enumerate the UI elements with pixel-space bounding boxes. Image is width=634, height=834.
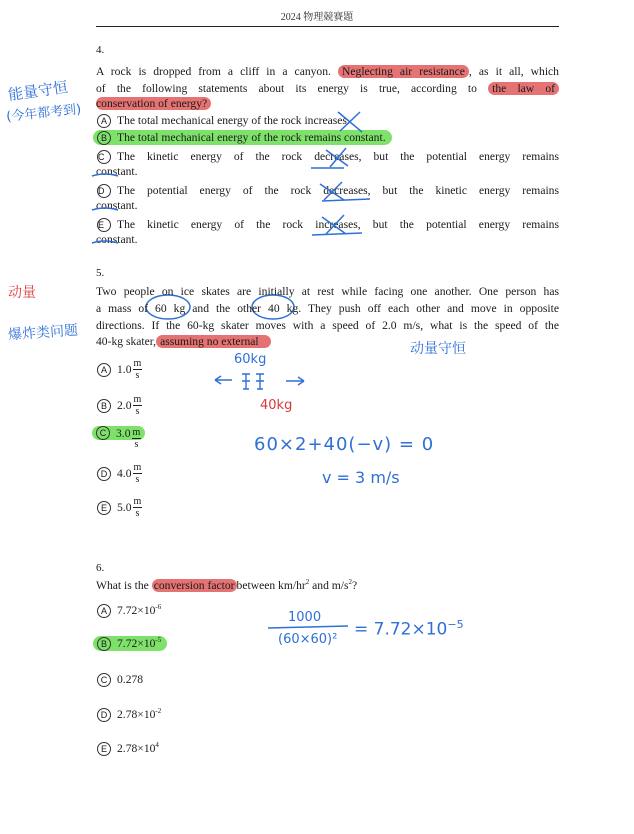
note-this-year: (今年都考到): [5, 102, 82, 125]
unit-m-per-s: [133, 394, 143, 417]
option-value: 1.0: [117, 363, 132, 376]
option-value: 5.0: [117, 501, 132, 514]
option-text: The kinetic energy of the rock decreases, but the potential energy remains: [117, 150, 559, 163]
unit-den: s: [134, 438, 139, 450]
q4-text: A rock is dropped from a cliff in a canyon.: [96, 65, 331, 78]
question-5-line-2: [96, 300, 559, 317]
highlight-neglecting-air-resistance: Neglecting air resistance: [338, 65, 469, 78]
option-exponent: -6: [155, 603, 162, 611]
option-letter-c: C: [97, 673, 111, 687]
option-text: The kinetic energy of the rock increases, but the potential energy remains: [117, 218, 559, 231]
option-letter-e: E: [97, 218, 111, 232]
note-momentum-equation: 60×2+40(−v) = 0: [254, 434, 435, 455]
note-velocity-result: v = 3 m/s: [322, 468, 400, 487]
highlight-conservation-of-energy: conservation of energy?: [96, 97, 211, 110]
note-energy-conservation: 能量守恒: [7, 77, 70, 105]
unit-num: m: [133, 394, 142, 405]
unit-m-per-s: [133, 358, 143, 381]
option-letter-a: A: [97, 363, 111, 377]
q5-option-c[interactable]: [92, 426, 145, 450]
q5-option-d[interactable]: [97, 462, 142, 485]
option-value: 7.72×10: [117, 636, 156, 650]
q5-text: and the other: [192, 302, 262, 315]
option-letter-b: B: [97, 131, 111, 145]
option-letter-c: C: [97, 150, 111, 164]
page-header-title: 2024 物理競賽題: [280, 12, 354, 23]
note-conversion-denominator: (60×60)²: [278, 632, 338, 647]
unit-den: s: [135, 406, 140, 417]
q4-option-d-cont: constant.: [96, 199, 138, 212]
note-conversion-result: [354, 618, 464, 640]
question-4-number: 4.: [96, 44, 105, 56]
cross-mark-icon: [92, 112, 370, 243]
option-exponent: -5: [155, 636, 162, 644]
option-text: The total mechanical energy of the rock remains constant.: [117, 131, 386, 144]
unit-den: s: [135, 508, 140, 519]
mass-40kg: 40 kg: [268, 302, 299, 315]
unit-num: m: [132, 426, 141, 438]
option-value: 7.72×10: [117, 603, 156, 617]
q5-text: a mass of: [96, 302, 149, 315]
q4-option-e-cont: constant.: [96, 233, 138, 246]
q5-option-b[interactable]: [97, 394, 142, 417]
q6-sup: 2: [305, 578, 310, 586]
unit-num: m: [133, 358, 142, 369]
q6-text: ?: [352, 578, 358, 592]
q5-text: . They push off each other and move in opposite: [298, 302, 559, 315]
option-text: The total mechanical energy of the rock increases.: [117, 114, 350, 127]
q5-text: 40-kg skater,: [96, 335, 157, 348]
question-6-text: [96, 578, 357, 592]
q6-sup: 2: [348, 578, 353, 586]
q6-text: and m/s: [312, 578, 349, 592]
note-mass-60kg: 60kg: [234, 352, 267, 367]
option-value: 2.78×10: [117, 707, 156, 721]
option-value: 4.0: [117, 467, 132, 480]
unit-m-per-s: [133, 462, 143, 485]
highlight-law-of: the law of: [488, 82, 559, 95]
unit-m-per-s: [132, 427, 142, 450]
q4-text: of the following statements about its energy is true, according to: [96, 82, 477, 95]
option-value: 2.0: [117, 399, 132, 412]
q4-option-c-cont: constant.: [96, 165, 138, 178]
option-letter-d: D: [97, 708, 111, 722]
conv-result-exp: −5: [447, 618, 464, 631]
option-letter-d: D: [97, 184, 111, 198]
option-value: 3.0: [116, 426, 131, 440]
option-letter-a: A: [97, 114, 111, 128]
option-letter-b: B: [97, 399, 111, 413]
q5-option-e[interactable]: [97, 496, 142, 519]
option-letter-b: B: [97, 637, 111, 651]
option-letter-a: A: [97, 604, 111, 618]
highlight-conversion-factor: conversion factor: [153, 578, 235, 592]
option-value: 0.278: [117, 673, 144, 686]
option-letter-c: C: [96, 426, 110, 440]
q5-option-a[interactable]: [97, 358, 142, 381]
note-mass-40kg: 40kg: [260, 398, 293, 413]
unit-num: m: [133, 496, 142, 507]
note-momentum-conservation: 动量守恒: [410, 341, 466, 357]
q6-option-a[interactable]: [97, 603, 161, 618]
fraction-bar-icon: [268, 626, 348, 628]
mass-60kg: 60 kg: [155, 302, 186, 315]
q6-option-d[interactable]: [97, 707, 161, 722]
q6-text: What is the: [96, 578, 149, 592]
note-explosion-problems: 爆炸类问题: [7, 322, 79, 344]
option-letter-e: E: [97, 742, 111, 756]
q6-text: between km/hr: [236, 578, 306, 592]
question-5-line-1: Two people on ice skates are initially at rest while facing one another. One person has: [96, 285, 559, 298]
q4-text: , as it all, which: [468, 65, 559, 78]
option-value: 2.78×10: [117, 741, 156, 755]
q6-option-c[interactable]: [97, 673, 143, 687]
skaters-sketch-icon: [215, 374, 304, 389]
note-conversion-numerator: 1000: [288, 610, 322, 625]
question-5-line-4: [96, 335, 271, 348]
question-5-line-3: directions. If the 60-kg skater moves with a speed of 2.0 m/s, what is the speed of the: [96, 319, 559, 332]
unit-m-per-s: [133, 496, 143, 519]
note-momentum: 动量: [8, 285, 36, 301]
q6-option-b[interactable]: [93, 636, 167, 651]
question-5-number: 5.: [96, 267, 105, 279]
option-exponent: -2: [155, 707, 162, 715]
highlight-assuming-no-external: assuming no external: [156, 335, 271, 348]
q6-option-e[interactable]: [97, 741, 159, 756]
question-6-number: 6.: [96, 562, 105, 574]
option-text: The potential energy of the rock decreases, but the kinetic energy remains: [117, 184, 559, 197]
unit-num: m: [133, 462, 142, 473]
option-letter-d: D: [97, 467, 111, 481]
conv-result-text: = 7.72×10: [354, 619, 448, 640]
option-letter-e: E: [97, 501, 111, 515]
unit-den: s: [135, 370, 140, 381]
option-exponent: 4: [155, 741, 159, 749]
unit-den: s: [135, 474, 140, 485]
